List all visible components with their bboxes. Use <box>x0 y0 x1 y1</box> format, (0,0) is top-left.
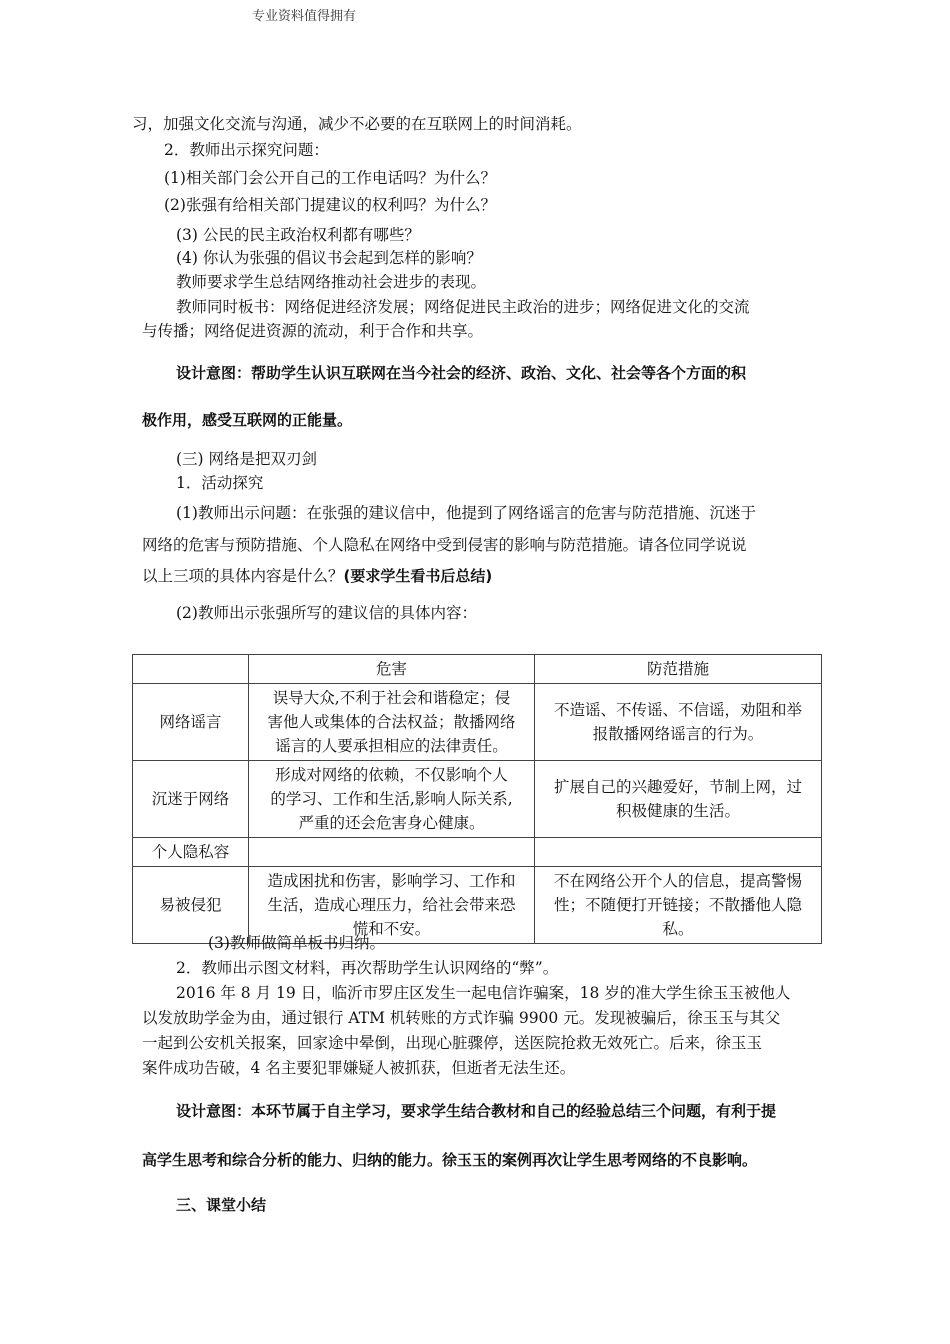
paragraph-line: (1)教师出示问题：在张强的建议信中，他提到了网络谣言的危害与防范措施、沉迷于 <box>176 504 756 522</box>
table-header <box>133 655 249 684</box>
cell-line: 的学习、工作和生活,影响人际关系, <box>270 790 513 808</box>
cell-line: 性；不随便打开链接；不散播他人隐 <box>553 896 802 914</box>
paragraph-line: 网络的危害与预防措施、个人隐私在网络中受到侵害的影响与防范措施。请各位同学说说 <box>142 536 747 554</box>
question-4: (4) 你认为张强的倡议书会起到怎样的影响？ <box>176 249 482 267</box>
case-line: 案件成功告破，4 名主要犯罪嫌疑人被抓获，但逝者无法生还。 <box>142 1059 576 1077</box>
paragraph-text: 以上三项的具体内容是什么？ <box>142 567 344 585</box>
cell-line: 报散播网络谣言的行为。 <box>592 725 764 743</box>
table-row <box>133 838 822 867</box>
cell-line: 不在网络公开个人的信息，提高警惕 <box>553 872 802 890</box>
section-summary-heading: 三、课堂小结 <box>176 1196 267 1214</box>
text-line: 习，加强文化交流与沟通，减少不必要的在互联网上的时间消耗。 <box>132 115 582 133</box>
cell-line: 积极健康的生活。 <box>615 802 740 820</box>
design-intent-2-cont: 高学生思考和综合分析的能力、归纳的能力。徐玉玉的案例再次让学生思考网络的不良影响。 <box>142 1151 758 1169</box>
empty-cell <box>249 838 535 867</box>
text-line: 2．教师出示图文材料，再次帮助学生认识网络的“弊”。 <box>176 959 559 977</box>
harm-cell <box>249 867 535 944</box>
cell-line: 误导大众,不利于社会和谐稳定；侵 <box>272 689 511 707</box>
table-header: 防范措施 <box>535 655 822 684</box>
cell-line: 慌和不安。 <box>352 920 431 938</box>
cell-line: 生活，造成心理压力，给社会带来恐 <box>267 896 516 914</box>
row-name: 网络谣言 <box>133 684 249 761</box>
suggestion-table <box>132 654 822 944</box>
table-row <box>133 761 822 838</box>
question-3: (3) 公民的民主政治权利都有哪些？ <box>176 226 420 244</box>
text-line: 2．教师出示探究问题： <box>164 141 329 159</box>
text-line: 教师同时板书：网络促进经济发展；网络促进民主政治的进步；网络促进文化的交流 <box>176 298 750 316</box>
measure-cell <box>535 684 822 761</box>
row-name: 个人隐私容 <box>133 838 249 867</box>
table-row <box>133 867 822 944</box>
row-name: 易被侵犯 <box>133 867 249 944</box>
harm-cell <box>249 684 535 761</box>
text-line: 与传播；网络促进资源的流动，利于合作和共享。 <box>142 322 484 340</box>
section-heading: (三) 网络是把双刃剑 <box>176 450 318 468</box>
text-line: (3)教师做简单板书归纳。 <box>208 934 385 952</box>
table-header: 危害 <box>249 655 535 684</box>
paragraph-line: (2)教师出示张强所写的建议信的具体内容： <box>176 604 477 622</box>
cell-line: 谣言的人要承担相应的法律责任。 <box>275 737 508 755</box>
design-intent-2: 设计意图：本环节属于自主学习，要求学生结合教材和自己的经验总结三个问题，有利于提 <box>176 1102 777 1120</box>
measure-cell <box>535 761 822 838</box>
paragraph-line <box>142 569 492 585</box>
cell-line: 私。 <box>662 920 694 938</box>
cell-line: 扩展自己的兴趣爱好，节制上网，过 <box>553 778 802 796</box>
cell-line: 害他人或集体的合法权益；散播网络 <box>267 713 516 731</box>
page-header: 专业资料值得拥有 <box>252 9 357 24</box>
table-row <box>133 684 822 761</box>
case-line: 2016 年 8 月 19 日，临沂市罗庄区发生一起电信诈骗案，18 岁的准大学生徐玉玉被他人 <box>176 984 791 1002</box>
measure-cell <box>535 867 822 944</box>
harm-cell <box>249 761 535 838</box>
case-line: 以发放助学金为由，通过银行 ATM 机转账的方式诈骗 9900 元。发现被骗后，徐玉玉与其父 <box>142 1009 781 1027</box>
cell-line: 不造谣、不传谣、不信谣，劝阻和举 <box>553 701 802 719</box>
case-line: 一起到公安机关报案，回家途中晕倒，出现心脏骤停，送医院抢救无效死亡。后来，徐玉玉 <box>142 1034 763 1052</box>
design-intent-1: 设计意图：帮助学生认识互联网在当今社会的经济、政治、文化、社会等各个方面的积 <box>176 364 747 382</box>
activity-heading: 1．活动探究 <box>176 474 264 492</box>
bold-note: (要求学生看书后总结) <box>343 567 493 585</box>
table-header-row <box>133 655 822 684</box>
text-line: 教师要求学生总结网络推动社会进步的表现。 <box>176 273 487 291</box>
cell-line: 形成对网络的依赖，不仅影响个人 <box>275 766 508 784</box>
row-name: 沉迷于网络 <box>133 761 249 838</box>
empty-cell <box>535 838 822 867</box>
question-1: (1)相关部门会公开自己的工作电话吗？为什么？ <box>164 169 496 187</box>
cell-line: 严重的还会危害身心健康。 <box>298 814 485 832</box>
cell-line: 造成困扰和伤害，影响学习、工作和 <box>267 872 516 890</box>
question-2: (2)张强有给相关部门提建议的权利吗？为什么？ <box>164 196 496 214</box>
design-intent-1-cont: 极作用，感受互联网的正能量。 <box>142 411 353 429</box>
